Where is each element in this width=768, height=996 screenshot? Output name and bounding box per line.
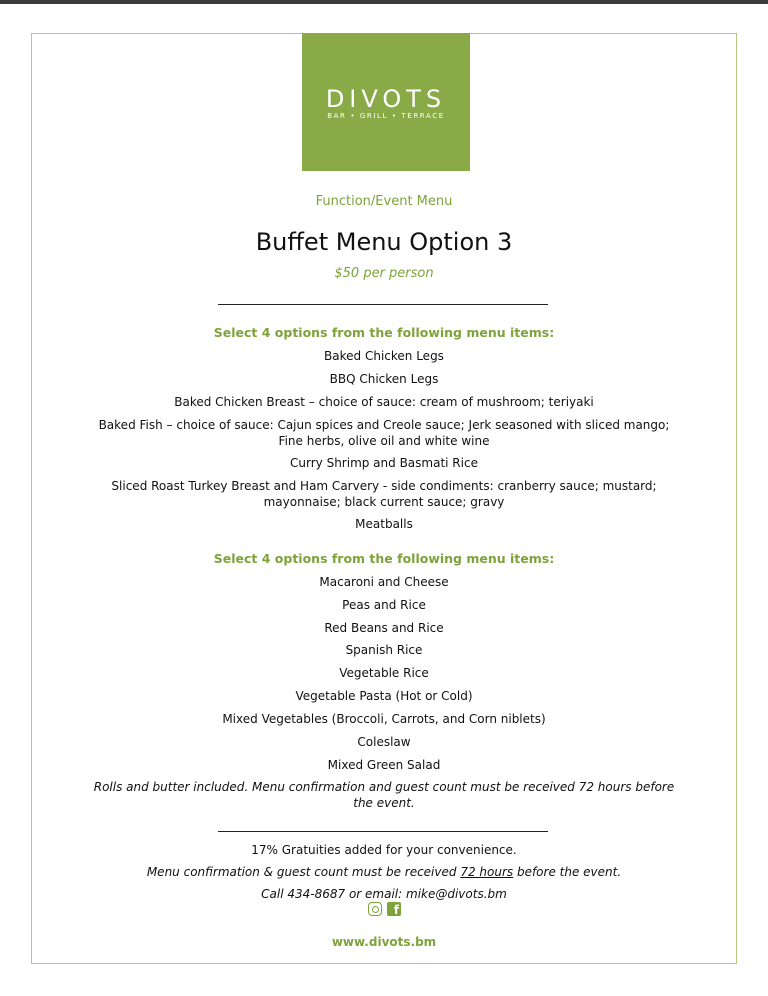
menu-note-line2: the event. (353, 796, 415, 810)
logo-tagline: BAR • GRILL • TERRACE (327, 112, 445, 120)
confirmation-hours: 72 hours (460, 865, 514, 879)
confirmation-text-post: before the event. (513, 865, 622, 879)
menu-item: Curry Shrimp and Basmati Rice (290, 456, 478, 470)
menu-item: Baked Chicken Legs (324, 349, 444, 363)
menu-price: $50 per person (334, 266, 434, 281)
gratuity-note: 17% Gratuities added for your convenience. (251, 843, 517, 857)
facebook-icon[interactable]: f (387, 902, 401, 916)
menu-item: Vegetable Pasta (Hot or Cold) (295, 689, 473, 703)
menu-item: Mixed Vegetables (Broccoli, Carrots, and Corn niblets) (222, 712, 546, 726)
divots-logo (302, 33, 470, 171)
menu-title: Buffet Menu Option 3 (255, 228, 513, 256)
section2-heading: Select 4 options from the following menu items: (213, 551, 555, 566)
menu-item: Baked Chicken Breast – choice of sauce: cream of mushroom; teriyaki (174, 395, 594, 409)
logo-name: DIVOTS (325, 85, 447, 113)
menu-subtitle: Function/Event Menu (315, 194, 453, 209)
confirmation-note (60, 864, 708, 880)
menu-item: Sliced Roast Turkey Breast and Ham Carvery - side condiments: cranberry sauce; mustard; (111, 479, 657, 493)
menu-item: Baked Fish – choice of sauce: Cajun spices and Creole sauce; Jerk seasoned with sliced mango; (98, 418, 670, 432)
menu-item: Red Beans and Rice (324, 621, 444, 635)
instagram-icon[interactable] (368, 902, 382, 916)
menu-item: Mixed Green Salad (327, 758, 441, 772)
contact-info: Call 434-8687 or email: mike@divots.bm (261, 887, 507, 901)
divider-bottom (218, 831, 548, 832)
menu-item: Fine herbs, olive oil and white wine (278, 434, 490, 448)
menu-item: Coleslaw (357, 735, 411, 749)
menu-item: Peas and Rice (342, 598, 426, 612)
menu-note-line1: Rolls and butter included. Menu confirmation and guest count must be received 72 hours before (93, 780, 675, 794)
menu-item: mayonnaise; black current sauce; gravy (263, 495, 505, 509)
social-icons (366, 902, 406, 920)
menu-item: Macaroni and Cheese (319, 575, 449, 589)
divider-top (218, 304, 548, 305)
menu-item: Meatballs (355, 517, 413, 531)
menu-item: BBQ Chicken Legs (329, 372, 439, 386)
menu-item: Vegetable Rice (339, 666, 429, 680)
window-top-bar (0, 0, 768, 4)
section1-heading: Select 4 options from the following menu items: (213, 325, 555, 340)
website-link[interactable]: www.divots.bm (331, 935, 437, 949)
menu-item: Spanish Rice (345, 643, 423, 657)
confirmation-text-pre: Menu confirmation & guest count must be received (146, 865, 461, 879)
